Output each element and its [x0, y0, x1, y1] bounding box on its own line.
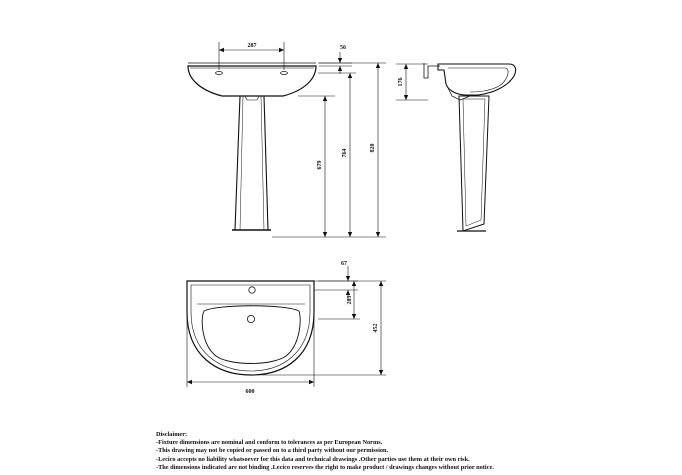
- front-tap-hole-right: [281, 72, 288, 75]
- plan-tap-hole: [249, 287, 255, 293]
- plan-basin-outline: [187, 281, 314, 375]
- front-tap-hole-left: [216, 72, 223, 75]
- front-dimension-lines: [219, 42, 386, 237]
- disclaimer-line: -Fixture dimensions are nominal and conform to tolerances as per European Norms.: [156, 439, 383, 447]
- dim-tap-spacing: 287: [247, 43, 257, 49]
- front-dimension-labels: [248, 43, 377, 170]
- dim-rim-height: 56: [340, 45, 346, 51]
- front-pedestal: [235, 96, 268, 230]
- front-basin-outline: [188, 66, 316, 96]
- disclaimer-line: -Lecico accepts no liability whatsoever for this data and technical drawings .Other parties use them at their own risk.: [156, 455, 470, 463]
- dim-plan-width: 600: [245, 389, 255, 395]
- front-elevation-view: [188, 63, 316, 230]
- plan-dimension-lines: [187, 266, 386, 387]
- disclaimer-line: -This drawing may not be copied or passed on to a third party without our permission.: [156, 447, 389, 455]
- dim-pedestal-height: 764: [342, 148, 348, 158]
- side-elevation-view: [424, 63, 516, 231]
- dim-plan-depth: 452: [373, 323, 379, 333]
- dim-total-height: 820: [370, 143, 376, 153]
- disclaimer-block: [156, 431, 676, 472]
- disclaimer-title: Disclaimer:: [156, 431, 188, 438]
- dim-waste-height: 679: [317, 160, 323, 170]
- dim-basin-depth: 176: [398, 77, 404, 87]
- side-basin-outline: [438, 64, 516, 95]
- dim-bowl-depth: 203: [347, 295, 353, 305]
- dim-tap-offset: 67: [341, 261, 347, 267]
- disclaimer-line: -The dimensions indicated are not binding .Lecico reserves the right to make product / drawings changes without prior notice.: [156, 463, 494, 471]
- plan-waste-hole: [247, 315, 254, 322]
- plan-view: [187, 281, 314, 375]
- plan-bowl: [202, 306, 300, 364]
